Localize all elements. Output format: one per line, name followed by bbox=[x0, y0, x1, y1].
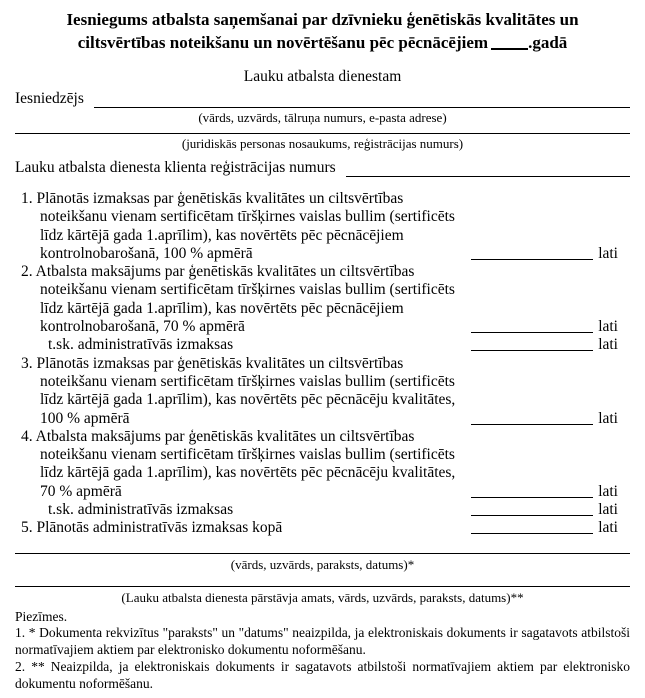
currency-label: lati bbox=[598, 318, 618, 336]
item-subline-admin-costs bbox=[15, 336, 630, 354]
applicant-caption: (vārds, uzvārds, tālruņa numurs, e-pasta adrese) bbox=[198, 110, 447, 125]
item-line-with-amount bbox=[15, 519, 630, 537]
item-line: 3. Plānotās izmaksas par ģenētiskās kvalitātes un ciltsvērtības bbox=[21, 354, 404, 372]
item-line: līdz kārtējā gada 1.aprīlim), kas novērtēts pēc pēcnācēju kvalitātes, bbox=[40, 464, 456, 482]
amount-group-item-5 bbox=[471, 519, 618, 537]
amount-fill-field-item-4[interactable] bbox=[471, 497, 593, 498]
item-line: noteikšanu vienam sertificētam tīršķirnes vaislas bullim (sertificēts bbox=[40, 372, 455, 390]
client-number-label: Lauku atbalsta dienesta klienta reģistrācijas numurs bbox=[15, 159, 336, 176]
amount-group-item-4 bbox=[471, 483, 618, 501]
form-title-line2-text: ciltsvērtības noteikšanu un novērtēšanu pēc pēcnācējiem bbox=[77, 33, 489, 52]
item-subline-text: t.sk. administratīvās izmaksas bbox=[48, 501, 234, 519]
year-blank-field[interactable] bbox=[491, 33, 528, 50]
client-number-row bbox=[0, 158, 645, 177]
note-2: 2. ** Neaizpilda, ja elektroniskais dokuments ir sagatavots atbilstoši normatīvajiem aktiem par elektronisko dokumentu noformēšanu. bbox=[15, 659, 630, 691]
applicant-label: Iesniedzējs bbox=[15, 90, 84, 107]
item-line: 1. Plānotās izmaksas par ģenētiskās kvalitātes un ciltsvērtības bbox=[21, 190, 404, 207]
amount-group-item-1 bbox=[471, 245, 618, 263]
amount-fill-field-item-3[interactable] bbox=[471, 424, 593, 425]
item-line-text: kontrolnobarošanā, 70 % apmērā bbox=[40, 318, 245, 336]
note-1: 1. * Dokumenta rekvizītus "paraksts" un "datums" neaizpilda, ja elektroniskais dokuments ir sagatavots atbilstoši normatīvajiem aktiem par elektronisko dokumentu noformēšanu. bbox=[15, 625, 630, 658]
item-line: noteikšanu vienam sertificētam tīršķirnes vaislas bullim (sertificēts bbox=[40, 446, 455, 464]
item-line: līdz kārtējā gada 1.aprīlim), kas novērtēts pēc pēcnācējiem bbox=[40, 299, 404, 317]
form-items-list bbox=[0, 190, 645, 538]
applicant-fill-field[interactable] bbox=[94, 107, 630, 108]
item-line-with-amount bbox=[15, 483, 630, 501]
legal-entity-caption: (juridiskās personas nosaukums, reģistrācijas numurs) bbox=[181, 136, 464, 151]
addressee-line: Lauku atbalsta dienestam bbox=[243, 68, 402, 85]
form-title-line2 bbox=[30, 31, 615, 54]
amount-group-item-2 bbox=[471, 318, 618, 336]
item-line: līdz kārtējā gada 1.aprīlim), kas novērtēts pēc pēcnācēju kvalitātes, bbox=[40, 391, 456, 409]
form-item-5 bbox=[15, 519, 630, 537]
form-title bbox=[0, 8, 645, 54]
item-line-with-amount bbox=[15, 410, 630, 428]
form-item-4 bbox=[15, 428, 630, 519]
item-line: noteikšanu vienam sertificētam tīršķirnes vaislas bullim (sertificēts bbox=[40, 208, 455, 226]
form-item-3 bbox=[15, 355, 630, 428]
official-signature-fill-line[interactable] bbox=[15, 586, 630, 587]
item-line-text: 5. Plānotās administratīvās izmaksas kopā bbox=[21, 519, 283, 537]
amount-group-item-4-admin bbox=[471, 501, 618, 519]
amount-fill-field-item-1[interactable] bbox=[471, 259, 593, 260]
official-signature-caption: (Lauku atbalsta dienesta pārstāvja amats, vārds, uzvārds, paraksts, datums)** bbox=[121, 589, 524, 605]
currency-label: lati bbox=[598, 409, 618, 427]
form-item-2 bbox=[15, 263, 630, 354]
item-line-text: kontrolnobarošanā, 100 % apmērā bbox=[40, 244, 253, 262]
currency-label: lati bbox=[598, 501, 618, 519]
amount-group-item-3 bbox=[471, 410, 618, 428]
item-subline-text: t.sk. administratīvās izmaksas bbox=[48, 336, 234, 354]
legal-entity-fill-line[interactable] bbox=[15, 133, 630, 134]
item-line: 4. Atbalsta maksājums par ģenētiskās kvalitātes un ciltsvērtības bbox=[21, 427, 415, 445]
amount-fill-field-item-5[interactable] bbox=[471, 533, 593, 534]
item-line-with-amount bbox=[15, 318, 630, 336]
item-line-text: 100 % apmērā bbox=[40, 409, 130, 427]
item-line-with-amount bbox=[15, 245, 630, 263]
amount-fill-field-item-4-admin[interactable] bbox=[471, 515, 593, 516]
item-line-text: 70 % apmērā bbox=[40, 482, 122, 500]
item-line: noteikšanu vienam sertificētam tīršķirnes vaislas bullim (sertificēts bbox=[40, 281, 455, 299]
signature-caption: (vārds, uzvārds, paraksts, datums)* bbox=[230, 556, 415, 572]
notes-section bbox=[0, 609, 645, 693]
form-item-1 bbox=[15, 190, 630, 263]
signature-fill-line[interactable] bbox=[15, 553, 630, 554]
currency-label: lati bbox=[598, 482, 618, 500]
form-title-line2-suffix: .gadā bbox=[528, 33, 568, 52]
item-line: 2. Atbalsta maksājums par ģenētiskās kvalitātes un ciltsvērtības bbox=[21, 263, 415, 281]
form-title-line1: Iesniegums atbalsta saņemšanai par dzīvnieku ģenētiskās kvalitātes un bbox=[66, 10, 579, 29]
currency-label: lati bbox=[598, 336, 618, 354]
item-subline-admin-costs bbox=[15, 501, 630, 519]
applicant-row bbox=[0, 89, 645, 108]
currency-label: lati bbox=[598, 244, 618, 262]
client-number-fill-field[interactable] bbox=[346, 176, 630, 177]
amount-group-item-2-admin bbox=[471, 336, 618, 354]
currency-label: lati bbox=[598, 519, 618, 537]
amount-fill-field-item-2[interactable] bbox=[471, 332, 593, 333]
notes-heading: Piezīmes. bbox=[15, 608, 68, 624]
amount-fill-field-item-2-admin[interactable] bbox=[471, 350, 593, 351]
item-line: līdz kārtējā gada 1.aprīlim), kas novērtēts pēc pēcnācējiem bbox=[40, 226, 404, 244]
